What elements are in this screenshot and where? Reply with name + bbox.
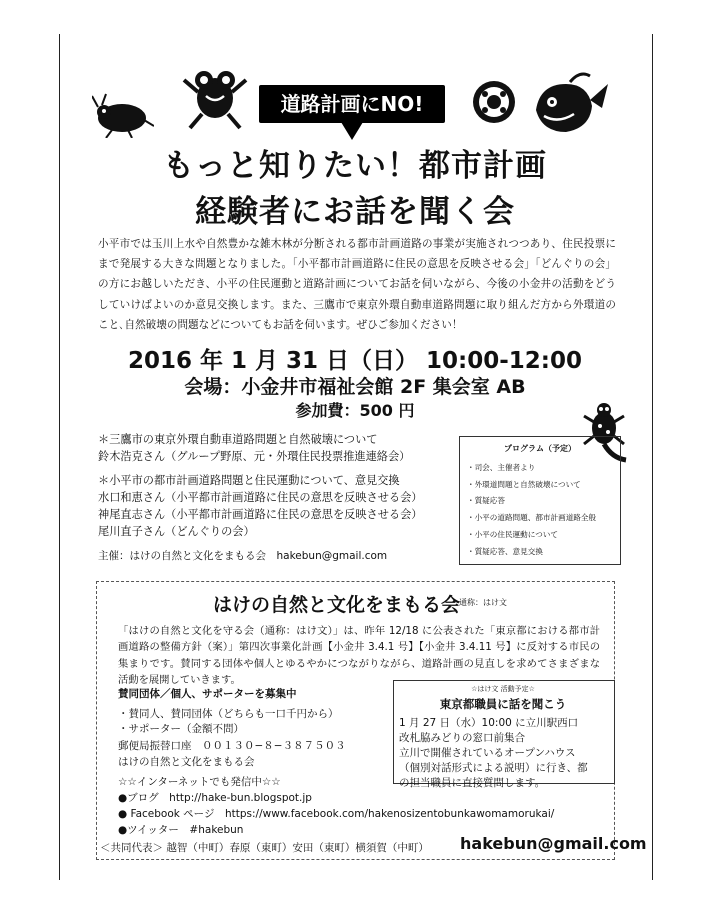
program-item: ・質疑応答 [467,496,505,506]
title-line-1: もっと知りたい！都市計画 [163,148,547,184]
activity-line: 改札脇みどりの窓口前集合 [399,732,525,744]
talk-line: 尾川直子さん（どんぐりの会） [98,525,255,538]
group-description: 「はけの自然と文化を守る会（通称：はけ文）」は、昨年 12/18 に公表された「東京都における都市計画道路の整備方針（案）」第四次事業化計画【小金井 3.4.1 号】【小金井 3.4.11 号】に反対する市民の集まりです。賛同する団体や個人とゆるやかにつながりながら、道路計画の見直しを求めてさまざまな活動を展開していきます。 [118,625,600,687]
event-venue: 会場：小金井市福祉会館 2F 集会室 AB [184,376,526,398]
blog-link[interactable]: ●ブログ http://hake-bun.blogspot.jp [118,792,312,804]
talk-line: 水口和恵さん（小平都市計画道路に住民の意思を反映させる会） [98,491,423,504]
program-item: ・質疑応答、意見交換 [467,546,543,556]
beetle-icon [92,92,154,138]
activity-line: （個別対話形式による説明）に行き、都 [399,762,588,774]
organizer-line: 主催：はけの自然と文化をまもる会 hakebun@gmail.com [98,550,388,562]
activity-line: 1 月 27 日（水）10:00 に立川駅西口 [399,717,579,729]
activity-heading: 東京都職員に話を聞こう [439,697,567,711]
badge-tail [341,122,363,140]
activity-label: ☆はけ文 活動予定☆ [471,685,535,693]
ladybug-icon [470,78,518,126]
program-box [459,436,621,565]
supporters-line: ・サポーター（金額不問） [118,723,244,735]
group-alias: 通称：はけ文 [459,598,507,607]
talk-line: 神尾直志さん（小平都市計画道路に住民の意思を反映させる会） [98,508,423,521]
supporters-heading: 賛同団体／個人、サポーターを募集中 [118,688,297,700]
program-item: ・小平の住民運動について [467,529,558,539]
group-name: はけの自然と文化をまもる会 [213,594,461,616]
program-item: ・外環道問題と自然破壊について [467,479,581,489]
program-item: ・小平の道路問題、都市計画道路全般 [467,513,597,523]
talk-line: 鈴木浩克さん（グループ野原、元・外環住民投票推進連絡会） [98,450,411,463]
twitter-link[interactable]: ●ツイッター #hakebun [118,824,244,836]
lead-paragraph: 小平市では玉川上水や自然豊かな雑木林が分断される都市計画道路の事業が実施されつつあり、住民投票にまで発展する大きな問題となりました。「小平都市計画道路に住民の意思を反映させる会」「どんぐりの会」の方にお越しいただき、小平の住民運動と道路計画についてお話を伺いながら、今後の小金井の活動をどうしていけばよいのか意見交換します。また、三鷹市で東京外環自動車道路問題に取り組んだ方から外環道のこと､自然破壊の問題などについてもお話を伺います。ぜひご参加ください！ [98,238,616,331]
contact-email[interactable]: hakebun@gmail.com [460,834,647,853]
campaign-badge: 道路計画にNO! [259,85,445,123]
activity-line: の担当職員に直接質問します。 [399,777,546,789]
program-item: ・司会、主催者より [467,463,536,472]
frog-icon [180,62,250,132]
title-line-2: 経験者にお話を聞く会 [195,194,515,230]
program-title: プログラム（予定） [504,444,576,453]
co-representatives: ＜共同代表＞ 越智（中町）春原（東町）安田（東町）横須賀（中町） [100,842,429,854]
supporters-line: ・賛同人、賛同団体（どちらも一口千円から） [118,708,339,720]
postal-account: 郵便局振替口座 ００１３０−８−３８７５０３ [118,740,346,752]
talk-line: ＊小平市の都市計画道路問題と住民運動について、意見交換 [98,474,400,487]
event-date: 2016 年 1 月 31 日（日） 10:00-12:00 [127,348,583,374]
activity-line: 立川で開催されているオープンハウス [399,747,576,759]
supporters-line: はけの自然と文化をまもる会 [118,756,255,768]
event-fee: 参加費：500 円 [295,401,415,420]
talk-line: ＊三鷹市の東京外環自動車道路問題と自然破壊について [98,433,378,446]
facebook-link[interactable]: ● Facebook ページ https://www.facebook.com/hakenosizentobunkawomamorukai/ [118,808,555,820]
fish-creature-icon [530,70,610,140]
internet-heading: ☆☆インターネットでも発信中☆☆ [118,776,281,788]
